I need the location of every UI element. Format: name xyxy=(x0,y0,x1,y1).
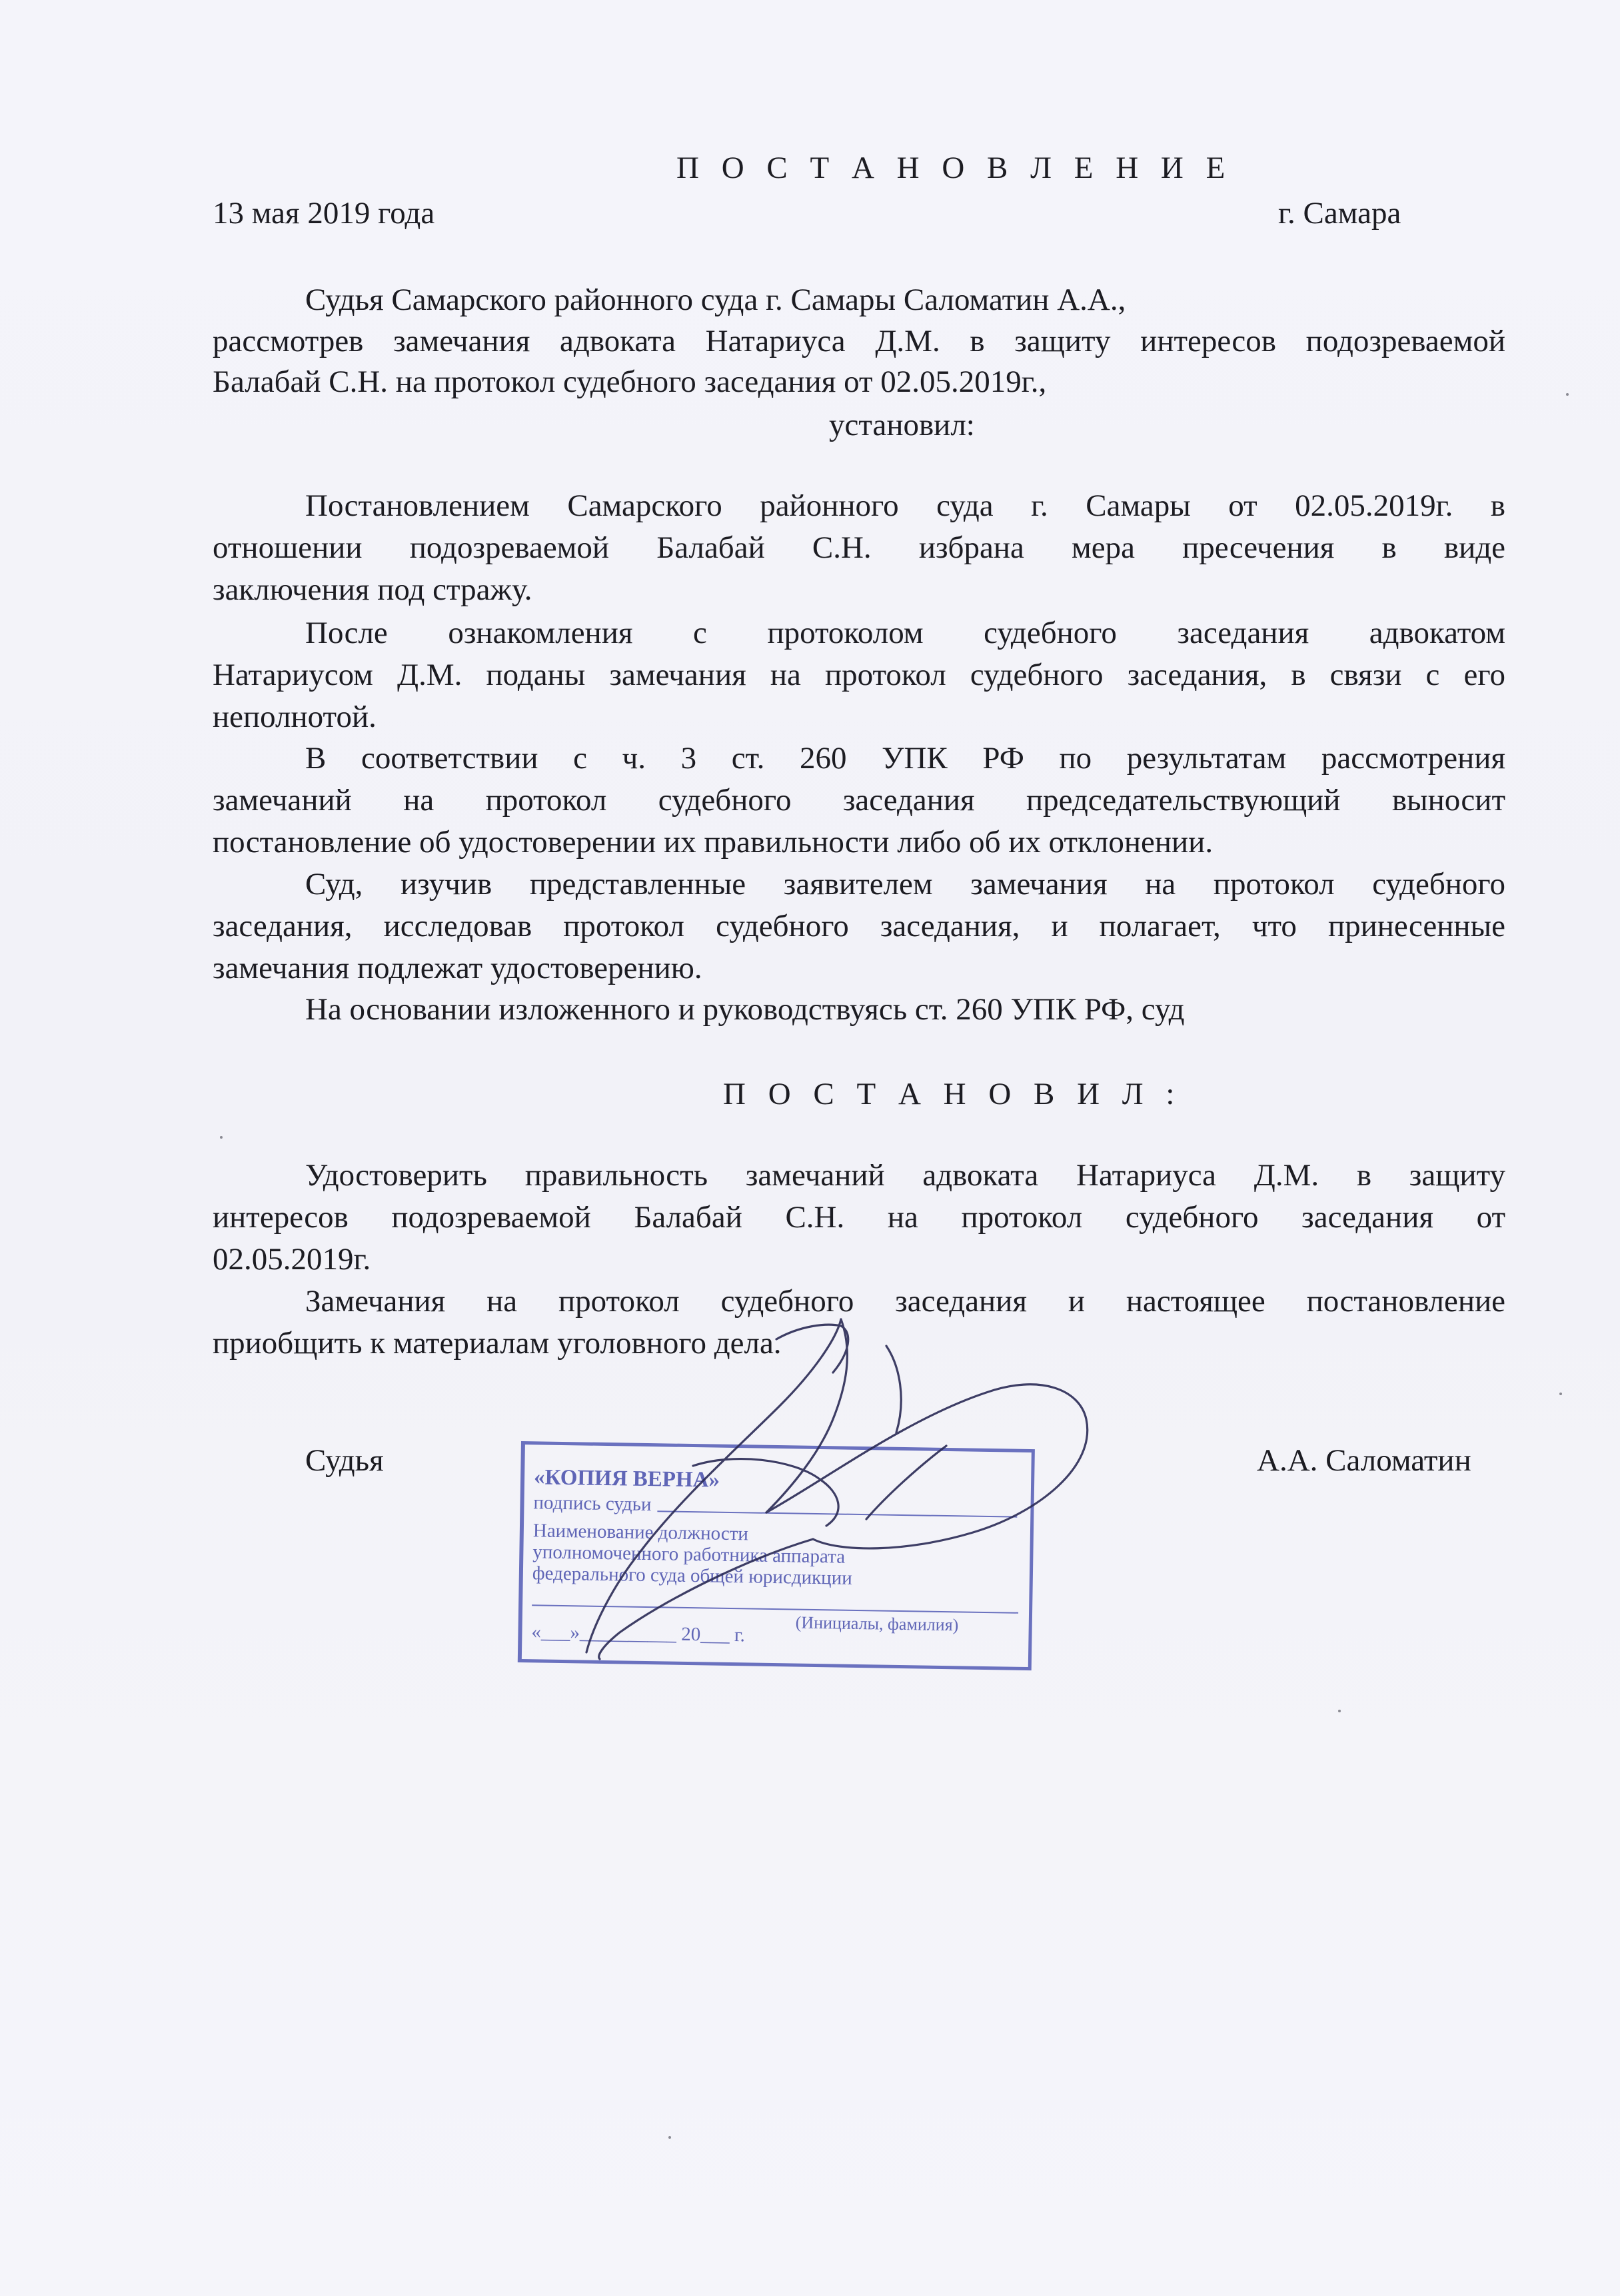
decree-heading: П О С Т А Н О В И Л : xyxy=(723,1077,1182,1111)
scan-speck xyxy=(668,2136,671,2139)
body-line: Постановлением Самарского районного суда г. Самары от 02.05.2019г. в xyxy=(305,488,1505,523)
body-line: замечаний на протокол судебного заседания председательствующий выносит xyxy=(213,783,1505,818)
body-line: После ознакомления с протоколом судебного заседания адвокатом xyxy=(305,616,1505,650)
scan-speck xyxy=(1559,1393,1562,1395)
intro-line: рассмотрев замечания адвоката Натариуса Д.М. в защиту интересов подозреваемой xyxy=(213,324,1505,358)
decree-line: 02.05.2019г. xyxy=(213,1242,371,1277)
decree-line: Замечания на протокол судебного заседания и настоящее постановление xyxy=(305,1284,1505,1319)
document-title: П О С Т А Н О В Л Е Н И Е xyxy=(676,151,1233,185)
body-line: постановление об удостоверении их правильности либо об их отклонении. xyxy=(213,825,1214,860)
stamp-line: «___»__________ 20___ г. xyxy=(531,1621,746,1646)
body-line: заседания, исследовав протокол судебного заседания, и полагает, что принесенные xyxy=(213,909,1505,943)
intro-line: Судья Самарского районного суда г. Самары Саломатин А.А., xyxy=(305,283,1126,317)
stamp-rule xyxy=(532,1604,1018,1613)
body-line: неполнотой. xyxy=(213,700,377,734)
body-line: замечания подлежат удостоверению. xyxy=(213,951,702,985)
stamp-line: федерального суда общей юрисдикции xyxy=(532,1562,853,1589)
body-line: В соответствии с ч. 3 ст. 260 УПК РФ по результатам рассмотрения xyxy=(305,741,1505,776)
established-label: установил: xyxy=(829,408,975,442)
body-line: отношении подозреваемой Балабай С.Н. избрана мера пресечения в виде xyxy=(213,530,1505,565)
body-line: На основании изложенного и руководствуясь ст. 260 УПК РФ, суд xyxy=(305,992,1185,1027)
stamp-title: «КОПИЯ ВЕРНА» xyxy=(533,1465,720,1492)
copy-certified-stamp xyxy=(518,1441,1035,1670)
decree-line: приобщить к материалам уголовного дела. xyxy=(213,1326,782,1361)
decree-line: Удостоверить правильность замечаний адвоката Натариуса Д.М. в защиту xyxy=(305,1158,1505,1193)
scan-speck xyxy=(220,1136,223,1139)
stamp-line: уполномоченного работника аппарата xyxy=(532,1541,846,1568)
judge-label: Судья xyxy=(305,1443,384,1478)
stamp-line: Наименование должности xyxy=(532,1520,749,1545)
scan-speck xyxy=(1338,1710,1341,1712)
stamp-rule xyxy=(657,1510,1017,1517)
body-line: заключения под стражу. xyxy=(213,572,532,607)
document-city: г. Самара xyxy=(1278,196,1401,231)
body-line: Суд, изучив представленные заявителем замечания на протокол судебного xyxy=(305,867,1505,901)
stamp-line: (Инициалы, фамилия) xyxy=(795,1612,959,1635)
judge-name: А.А. Саломатин xyxy=(1257,1443,1471,1478)
intro-line: Балабай С.Н. на протокол судебного заседания от 02.05.2019г., xyxy=(213,364,1047,399)
decree-line: интересов подозреваемой Балабай С.Н. на протокол судебного заседания от xyxy=(213,1200,1505,1235)
document-date: 13 мая 2019 года xyxy=(213,196,435,231)
stamp-line: подпись судьи xyxy=(533,1492,652,1516)
body-line: Натариусом Д.М. поданы замечания на протокол судебного заседания, в связи с его xyxy=(213,658,1505,692)
scan-speck xyxy=(1566,393,1569,396)
